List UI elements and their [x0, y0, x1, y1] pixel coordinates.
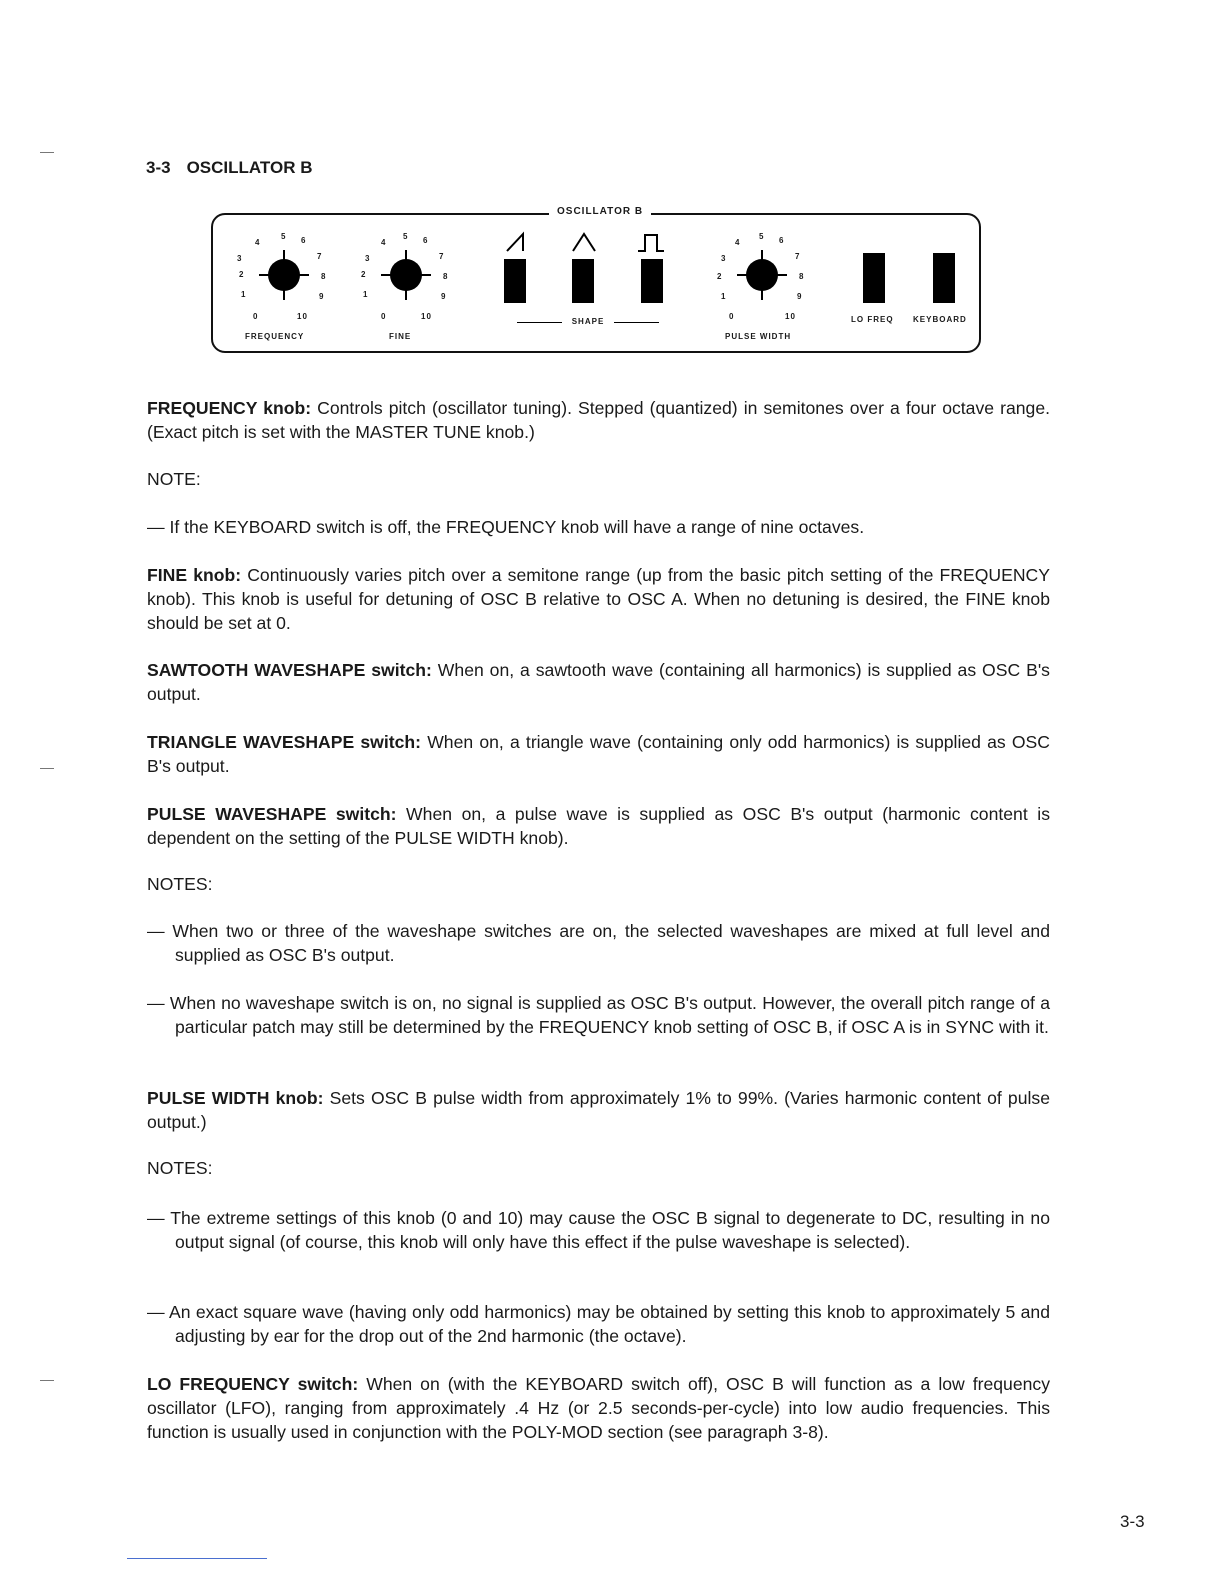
- pulse-switch-paragraph: [147, 802, 1050, 850]
- pulse-width-range-max: 10: [785, 312, 796, 321]
- fine-knob-label: FINE: [389, 332, 412, 341]
- pulse-width-knob-paragraph: [147, 1086, 1050, 1134]
- frequency-knob-label: FREQUENCY: [245, 332, 305, 341]
- knob-tick: 2: [239, 270, 244, 279]
- frequency-range-min: 0: [253, 312, 259, 321]
- term: TRIANGLE WAVESHAPE switch:: [147, 732, 422, 752]
- knob-tick: 5: [281, 232, 286, 241]
- triangle-waveshape-switch[interactable]: [572, 259, 594, 303]
- knob-tick: 3: [237, 254, 242, 263]
- margin-mark: [40, 768, 54, 769]
- description: When on, a sawtooth wave (containing all harmonics) is supplied as OSC B's output.: [147, 660, 1050, 704]
- note-item: — If the KEYBOARD switch is off, the FREQUENCY knob will have a range of nine octaves.: [147, 517, 865, 537]
- frequency-knob-paragraph: [147, 396, 1050, 444]
- knob-tick: 5: [403, 232, 408, 241]
- note-item: — An exact square wave (having only odd harmonics) may be obtained by setting this knob to approximately 5 and adjusting by ear for the drop out of the 2nd harmonic (the octave).: [147, 1302, 1050, 1346]
- frequency-dial[interactable]: [268, 259, 300, 291]
- lo-freq-switch[interactable]: [863, 253, 885, 303]
- lo-freq-label: LO FREQ: [851, 315, 894, 324]
- term: PULSE WAVESHAPE switch:: [147, 804, 397, 824]
- knob-tick: 8: [799, 272, 804, 281]
- pulse-waveshape-switch[interactable]: [641, 259, 663, 303]
- page-number: 3-3: [1120, 1512, 1145, 1531]
- keyboard-label: KEYBOARD: [913, 315, 967, 324]
- term: SAWTOOTH WAVESHAPE switch:: [147, 660, 432, 680]
- knob-tick: 9: [441, 292, 446, 301]
- sawtooth-icon: [505, 231, 527, 253]
- pulse-width-knob-label: PULSE WIDTH: [725, 332, 792, 341]
- term: FINE knob:: [147, 565, 242, 585]
- panel-title: OSCILLATOR B: [549, 206, 651, 217]
- knob-tick: 1: [721, 292, 726, 301]
- term: LO FREQUENCY switch:: [147, 1374, 359, 1394]
- knob-tick: 4: [381, 238, 386, 247]
- knob-tick: 8: [443, 272, 448, 281]
- notes-heading: NOTES:: [147, 874, 213, 894]
- knob-tick: 8: [321, 272, 326, 281]
- knob-tick: 6: [779, 236, 784, 245]
- frequency-range-max: 10: [297, 312, 308, 321]
- knob-tick: 1: [241, 290, 246, 299]
- description: When on (with the KEYBOARD switch off), OSC B will function as a low frequency oscillator (LFO), ranging from approximately .4 Hz (or 2.5 seconds-per-cycle) into low audio frequencies. This function is usually used in conjunction with the POLY-MOD section (see paragraph 3-8).: [147, 1374, 1050, 1442]
- note-item: — When two or three of the waveshape switches are on, the selected waveshapes are mixed at full level and supplied as OSC B's output.: [147, 921, 1050, 965]
- sawtooth-switch-paragraph: [147, 658, 1050, 706]
- shape-label: SHAPE: [513, 317, 663, 326]
- pulse-width-range-min: 0: [729, 312, 735, 321]
- note-heading: NOTE:: [147, 469, 201, 489]
- pulse-width-dial[interactable]: [746, 259, 778, 291]
- knob-tick: 7: [439, 252, 444, 261]
- description: When on, a triangle wave (containing only odd harmonics) is supplied as OSC B's output.: [147, 732, 1050, 776]
- margin-mark: [40, 1380, 54, 1381]
- description: Sets OSC B pulse width from approximately 1% to 99%. (Varies harmonic content of pulse output.): [147, 1088, 1050, 1132]
- knob-tick: 4: [735, 238, 740, 247]
- fine-range-min: 0: [381, 312, 387, 321]
- fine-knob[interactable]: [355, 229, 455, 319]
- frequency-knob[interactable]: [233, 229, 333, 319]
- knob-tick: 6: [301, 236, 306, 245]
- term: PULSE WIDTH knob:: [147, 1088, 324, 1108]
- knob-tick: 5: [759, 232, 764, 241]
- knob-tick: 9: [797, 292, 802, 301]
- fine-knob-paragraph: [147, 563, 1050, 635]
- sawtooth-waveshape-switch[interactable]: [504, 259, 526, 303]
- description: When on, a pulse wave is supplied as OSC B's output (harmonic content is dependent on the setting of the PULSE WIDTH knob).: [147, 804, 1050, 848]
- knob-tick: 3: [365, 254, 370, 263]
- margin-mark: [40, 152, 54, 153]
- note-item: — The extreme settings of this knob (0 and 10) may cause the OSC B signal to degenerate to DC, resulting in no output signal (of course, this knob will only have this effect if the pulse waveshape is selected).: [147, 1208, 1050, 1252]
- fine-range-max: 10: [421, 312, 432, 321]
- knob-tick: 2: [717, 272, 722, 281]
- knob-tick: 9: [319, 292, 324, 301]
- knob-tick: 7: [317, 252, 322, 261]
- footer-rule: [127, 1558, 267, 1559]
- term: FREQUENCY knob:: [147, 398, 312, 418]
- knob-tick: 6: [423, 236, 428, 245]
- section-title: OSCILLATOR B: [186, 158, 313, 177]
- keyboard-switch[interactable]: [933, 253, 955, 303]
- oscillator-b-panel: [211, 206, 981, 353]
- knob-tick: 2: [361, 270, 366, 279]
- section-number: 3-3: [146, 158, 171, 177]
- knob-tick: 3: [721, 254, 726, 263]
- triangle-icon: [571, 231, 597, 253]
- pulse-width-knob[interactable]: [711, 229, 811, 319]
- note-item: — When no waveshape switch is on, no signal is supplied as OSC B's output. However, the overall pitch range of a particular patch may still be determined by the FREQUENCY knob setting of OSC B, if OSC A is in SYNC with it.: [147, 993, 1050, 1037]
- notes-heading: NOTES:: [147, 1158, 213, 1178]
- section-heading: [146, 158, 313, 178]
- fine-dial[interactable]: [390, 259, 422, 291]
- knob-tick: 4: [255, 238, 260, 247]
- description: Continuously varies pitch over a semitone range (up from the basic pitch setting of the FREQUENCY knob). This knob is useful for detuning of OSC B relative to OSC A. When no detuning is desired, the FINE knob should be set at 0.: [147, 565, 1050, 633]
- knob-tick: 7: [795, 252, 800, 261]
- knob-tick: 1: [363, 290, 368, 299]
- description: Controls pitch (oscillator tuning). Stepped (quantized) in semitones over a four octave range. (Exact pitch is set with the MASTER TUNE knob.): [147, 398, 1050, 442]
- triangle-switch-paragraph: [147, 730, 1050, 778]
- lo-frequency-switch-paragraph: [147, 1372, 1050, 1444]
- pulse-icon: [636, 231, 666, 253]
